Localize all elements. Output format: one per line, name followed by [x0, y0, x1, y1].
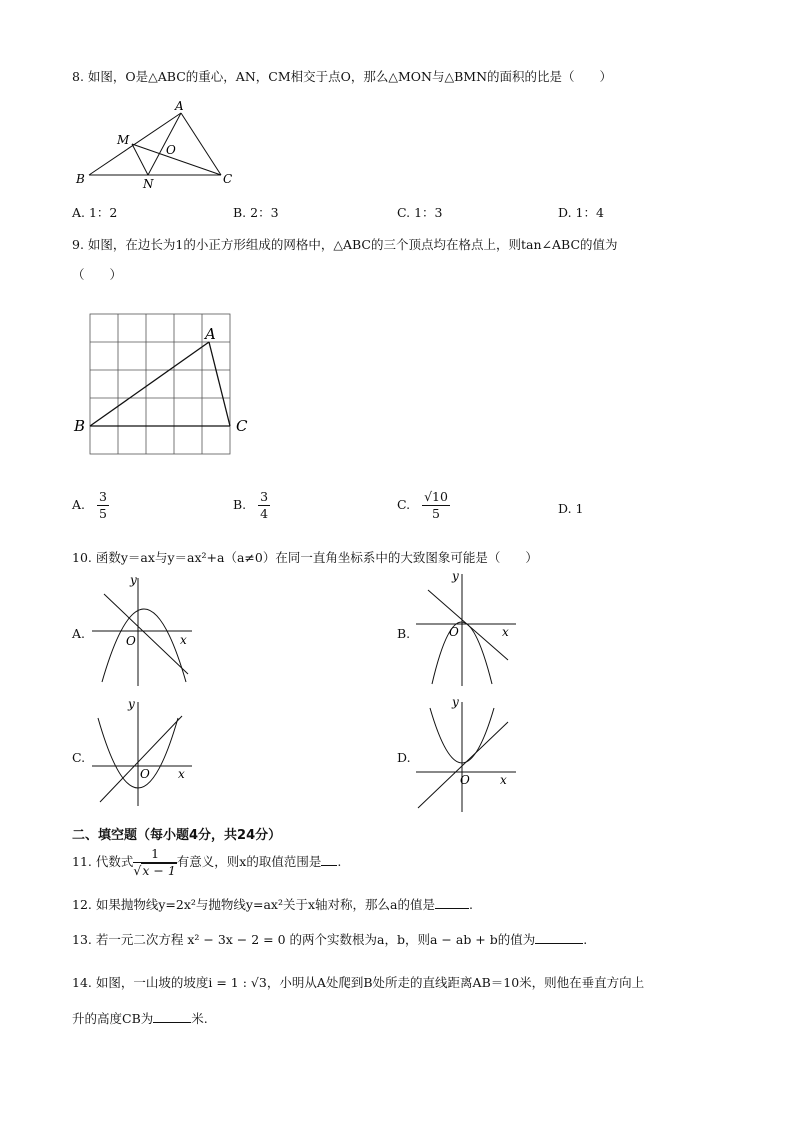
- q10-a-line: [104, 594, 188, 674]
- q8-figure: [72, 95, 242, 195]
- q9-option-c-label: C.: [397, 497, 411, 512]
- q13-number: 13.: [72, 932, 92, 947]
- q13-answer-blank[interactable]: [535, 931, 583, 944]
- q11-post: 有意义，则x的取值范围是: [176, 854, 322, 869]
- q9-option-a[interactable]: [72, 489, 109, 522]
- q10-graph-c: [88, 694, 198, 810]
- q9-option-b-num: 3: [260, 489, 269, 504]
- q14-end: 米.: [191, 1011, 208, 1026]
- q11-number: 11.: [72, 854, 92, 869]
- q9-label-a: A: [205, 325, 216, 343]
- q8-side-ac: [181, 113, 221, 175]
- q9-paren: （ ）: [72, 267, 123, 282]
- q10-b-y-label: y: [452, 569, 459, 583]
- q9-option-d[interactable]: D. 1: [558, 501, 584, 516]
- q10-graph-b: [412, 568, 522, 690]
- q9-label-b: B: [74, 417, 86, 435]
- q14-line2: [72, 1009, 208, 1027]
- q10-a-x-label: x: [180, 633, 187, 647]
- q8-option-d[interactable]: D. 1：4: [558, 205, 604, 220]
- q9-figure: [72, 308, 262, 460]
- q14-line1: [72, 973, 644, 991]
- q14-number: 14.: [72, 975, 92, 990]
- q10-option-c[interactable]: C.: [72, 750, 86, 765]
- q11: [72, 846, 341, 879]
- q8-label-b: B: [76, 172, 85, 186]
- q9-option-a-den: 5: [99, 506, 107, 521]
- q10-c-origin: O: [140, 767, 150, 781]
- q10-c-y-label: y: [128, 697, 135, 711]
- q10-a-parabola: [102, 609, 186, 682]
- q12-text: 如果抛物线y=2x²与抛物线y=ax²关于x轴对称，那么a的值是: [95, 897, 435, 912]
- q9-option-c-den: 5: [432, 506, 440, 521]
- q8-option-c[interactable]: C. 1：3: [397, 205, 443, 220]
- q9-option-c[interactable]: [397, 489, 450, 522]
- q11-pre: 代数式: [95, 854, 134, 869]
- q11-end: .: [337, 854, 342, 869]
- q8-label-n: N: [143, 177, 154, 191]
- q11-den: x − 1: [142, 863, 176, 878]
- q8-option-b[interactable]: B. 2：3: [233, 205, 279, 220]
- q10-c-x-label: x: [178, 767, 185, 781]
- q9-option-a-label: A.: [72, 497, 86, 512]
- q9-option-b[interactable]: [233, 489, 270, 522]
- q12: [72, 895, 473, 913]
- q9-triangle: [90, 342, 230, 426]
- q9-option-a-frac: [97, 489, 109, 522]
- q14-answer-blank[interactable]: [153, 1010, 191, 1023]
- q9-text: 如图，在边长为1的小正方形组成的网格中，△ABC的三个顶点均在格点上，则tan∠ABC的值为: [87, 237, 618, 252]
- q14-text: 如图，一山坡的坡度i = 1 : √3，小明从A处爬到B处所走的直线距离AB＝10米，则他在垂直方向上: [95, 975, 645, 990]
- q11-answer-blank[interactable]: [321, 853, 337, 866]
- q8-label-c: C: [223, 172, 233, 186]
- q10-text: 函数y＝ax与y＝ax²+a（a≠0）在同一直角坐标系中的大致图象可能是（ ）: [95, 550, 538, 565]
- q8-label-m: M: [117, 133, 130, 147]
- q10-d-origin: O: [460, 773, 470, 787]
- q10-b-origin: O: [449, 625, 459, 639]
- q10-option-d[interactable]: D.: [397, 750, 411, 765]
- q8-number: 8.: [72, 69, 84, 84]
- q10-option-a[interactable]: A.: [72, 626, 86, 641]
- q10-option-b[interactable]: B.: [397, 626, 411, 641]
- q8-label-o: O: [166, 143, 176, 157]
- q11-num: 1: [133, 846, 176, 863]
- q14-text2: 升的高度CB为: [72, 1011, 154, 1026]
- q13-text: 若一元二次方程 x² − 3x − 2 = 0 的两个实数根为a，b，则a − ab + b的值为: [95, 932, 536, 947]
- section2-title: 二、填空题（每小题4分，共24分）: [72, 828, 282, 843]
- q10-b-x-label: x: [502, 625, 509, 639]
- q8-stem: [72, 67, 612, 85]
- q10-number: 10.: [72, 550, 92, 565]
- q8-option-a[interactable]: A. 1：2: [72, 205, 118, 220]
- q9-option-c-frac: [422, 489, 450, 522]
- q11-frac: [133, 846, 176, 879]
- q8-text: 如图，O是△ABC的重心，AN，CM相交于点O，那么△MON与△BMN的面积的比是（ ）: [87, 69, 613, 84]
- q9-option-c-num: √10: [424, 489, 448, 504]
- q10-graph-d: [412, 692, 522, 816]
- q9-label-c: C: [236, 417, 248, 435]
- q9-option-b-den: 4: [260, 506, 269, 521]
- q12-answer-blank[interactable]: [435, 896, 469, 909]
- q10-a-origin: O: [126, 634, 136, 648]
- q10-stem: [72, 548, 538, 566]
- q11-den-wrap: √x − 1: [133, 863, 176, 878]
- q9-stem: [72, 235, 618, 253]
- q10-graph-a: [88, 572, 198, 690]
- q10-d-line: [418, 722, 508, 808]
- q8-line-an: [148, 113, 181, 175]
- q9-number: 9.: [72, 237, 84, 252]
- q10-d-y-label: y: [452, 695, 459, 709]
- q12-end: .: [468, 897, 473, 912]
- q8-label-a: A: [175, 99, 184, 113]
- q9-option-a-num: 3: [99, 489, 107, 504]
- q10-a-y-label: y: [130, 573, 137, 587]
- q10-b-line: [428, 590, 508, 660]
- q10-d-x-label: x: [500, 773, 507, 787]
- q9-option-b-frac: [258, 489, 270, 522]
- q13-end: .: [583, 932, 588, 947]
- q9-option-b-label: B.: [233, 497, 247, 512]
- q13: [72, 930, 587, 948]
- q12-number: 12.: [72, 897, 92, 912]
